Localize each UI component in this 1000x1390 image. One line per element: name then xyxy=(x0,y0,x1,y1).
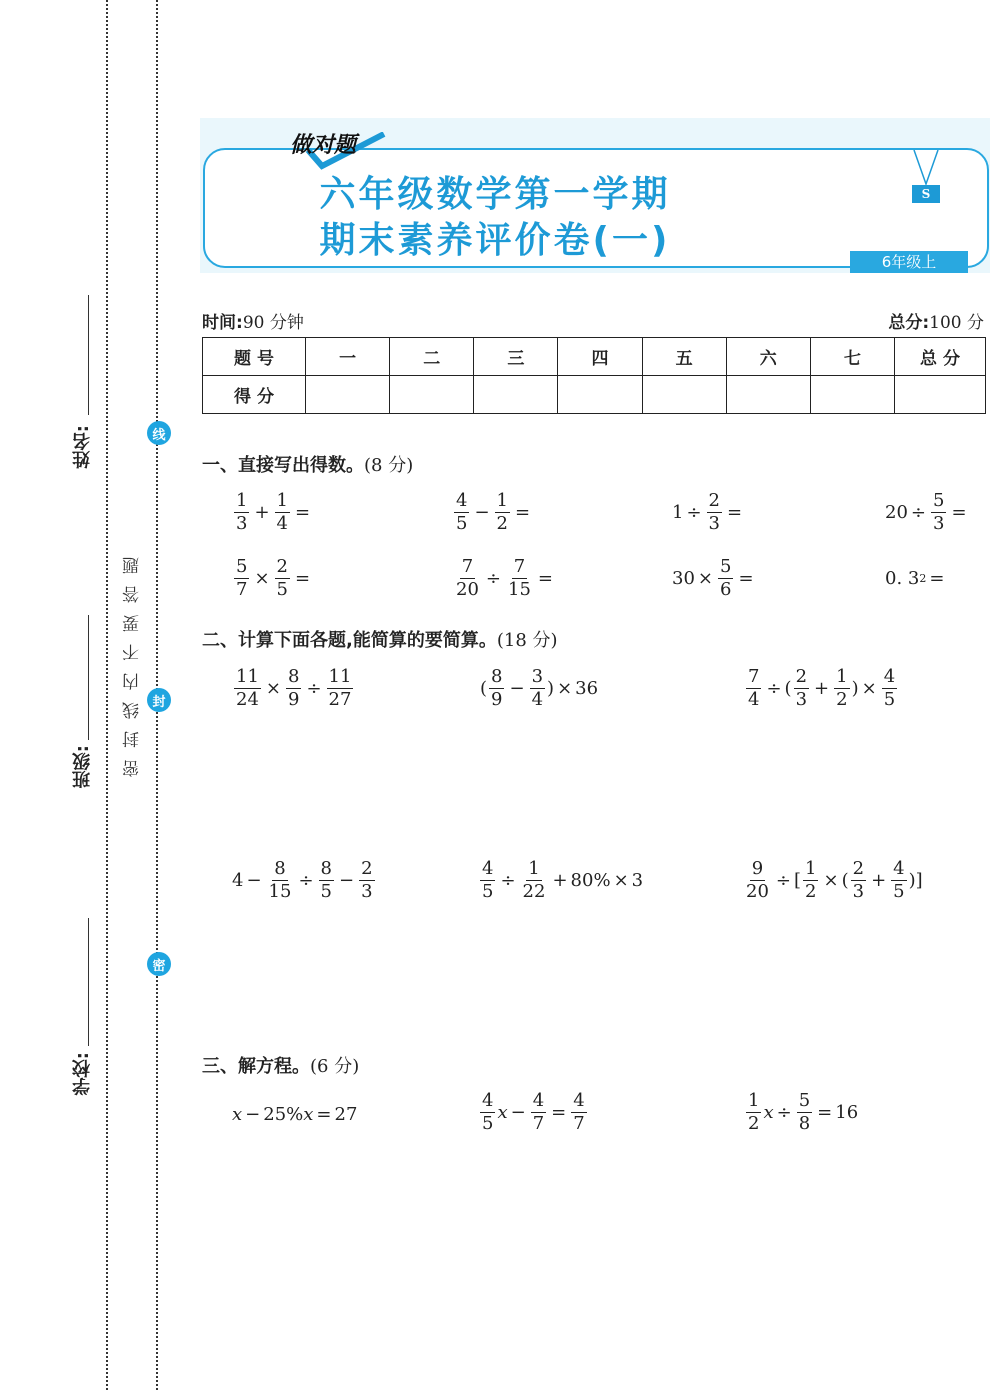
problem-2-3: $\frac{7}{4}$ ÷ ( $\frac{2}{3}$ + $\frac{1}{2}$ ) × $\frac{4}{5}$ xyxy=(748,666,896,710)
grade-tag: 6年级上 xyxy=(850,251,968,273)
score-row-label: 得 分 xyxy=(203,376,306,414)
s-badge: S xyxy=(912,185,940,203)
problem-2-6: $\frac{9}{20}$ ÷ [ $\frac{1}{2}$ × ( $\frac{2}{3}$ + $\frac{4}{5}$ ) ] xyxy=(746,858,923,902)
fraction: $\frac{8}{9}$ xyxy=(491,666,503,710)
total-value: 100 分 xyxy=(929,313,984,333)
problem-1-4: 20 ÷ $\frac{5}{3}$ = xyxy=(885,490,967,534)
problem-1-6: $\frac{7}{20}$ ÷ $\frac{7}{15}$ = xyxy=(456,556,553,600)
school-label: 学校: xyxy=(72,1052,93,1096)
circle-line-mark: 线 xyxy=(147,421,171,445)
fraction: $\frac{3}{4}$ xyxy=(531,666,544,710)
fraction: $\frac{2}{3}$ xyxy=(361,858,373,902)
fraction: $\frac{5}{6}$ xyxy=(720,556,732,600)
section-2-heading: 二、计算下面各题,能简算的要简算。 xyxy=(202,630,497,651)
problem-1-2: $\frac{4}{5}$ − $\frac{1}{2}$ = xyxy=(456,490,531,534)
section-1-heading: 一、直接写出得数。 xyxy=(202,455,364,476)
problem-2-4: 4 − $\frac{8}{15}$ ÷ $\frac{8}{5}$ − $\frac{2}{3}$ xyxy=(232,858,373,902)
problem-2-5: $\frac{4}{5}$ ÷ $\frac{1}{22}$ + 80% × 3 xyxy=(482,858,644,902)
equation-3-3: $\frac{1}{2}$ x ÷ $\frac{5}{8}$ = 16 xyxy=(748,1090,859,1134)
problem-1-8: 0. 3 2 = xyxy=(885,568,945,589)
total-label: 总分: xyxy=(888,313,930,333)
score-cell[interactable] xyxy=(895,376,986,414)
class-label: 班级: xyxy=(72,745,93,789)
header-cell: 四 xyxy=(558,338,642,376)
header-cell: 总 分 xyxy=(895,338,986,376)
fraction: $\frac{4}{5}$ xyxy=(456,490,468,534)
problem-2-1: $\frac{11}{24}$ × $\frac{8}{9}$ ÷ $\frac{11}{27}$ xyxy=(236,666,352,710)
fraction: $\frac{2}{5}$ xyxy=(276,556,288,600)
section-1-title xyxy=(202,451,413,477)
fraction: $\frac{8}{15}$ xyxy=(268,858,292,902)
header-cell: 五 xyxy=(642,338,726,376)
fraction: $\frac{4}{5}$ xyxy=(893,858,905,902)
fraction: $\frac{1}{2}$ xyxy=(836,666,848,710)
section-1-points: (8 分) xyxy=(364,455,414,476)
score-cell[interactable] xyxy=(810,376,894,414)
score-cell[interactable] xyxy=(558,376,642,414)
name-label: 姓名: xyxy=(72,425,93,469)
problem-2-2: ( $\frac{8}{9}$ − $\frac{3}{4}$ ) × 36 xyxy=(480,666,599,710)
header-cell: 七 xyxy=(810,338,894,376)
score-cell[interactable] xyxy=(726,376,810,414)
header-cell: 二 xyxy=(390,338,474,376)
fraction: $\frac{1}{4}$ xyxy=(276,490,288,534)
score-cell[interactable] xyxy=(474,376,558,414)
question-number-row xyxy=(203,338,986,376)
fraction: $\frac{4}{5}$ xyxy=(482,1090,494,1134)
fraction: $\frac{4}{5}$ xyxy=(883,666,896,710)
fraction: $\frac{1}{2}$ xyxy=(748,1090,760,1134)
fraction: $\frac{5}{8}$ xyxy=(798,1090,811,1134)
fraction: $\frac{1}{2}$ xyxy=(496,490,508,534)
fraction: $\frac{9}{20}$ xyxy=(746,858,769,902)
score-cell[interactable] xyxy=(390,376,474,414)
fraction: $\frac{8}{5}$ xyxy=(320,858,332,902)
equation-3-1: x − 25% x = 27 xyxy=(232,1104,358,1125)
school-blank[interactable] xyxy=(88,918,89,1046)
time-value: 90 分钟 xyxy=(242,313,304,333)
fraction: $\frac{1}{2}$ xyxy=(805,858,817,902)
total-info xyxy=(888,308,984,333)
problem-1-1: $\frac{1}{3}$ + $\frac{1}{4}$ = xyxy=(236,490,311,534)
brand-logo: 做对题 xyxy=(290,133,357,158)
header-cell: 六 xyxy=(726,338,810,376)
time-info xyxy=(202,308,304,333)
circle-seal-mark: 封 xyxy=(147,688,171,712)
circle-secret-mark: 密 xyxy=(147,952,171,976)
fraction: $\frac{11}{24}$ xyxy=(236,666,259,710)
fraction: $\frac{1}{3}$ xyxy=(236,490,248,534)
exam-title-line2: 期末素养评价卷(一) xyxy=(319,220,671,261)
fraction: $\frac{7}{4}$ xyxy=(748,666,760,710)
score-row xyxy=(203,376,986,414)
section-2-points: (18 分) xyxy=(496,630,558,651)
section-2-title xyxy=(202,626,558,652)
score-cell[interactable] xyxy=(306,376,390,414)
fraction: $\frac{7}{20}$ xyxy=(456,556,479,600)
header-cell: 题 号 xyxy=(203,338,306,376)
problem-1-3: 1 ÷ $\frac{2}{3}$ = xyxy=(672,490,743,534)
fraction: $\frac{2}{3}$ xyxy=(852,858,865,902)
time-label: 时间: xyxy=(202,313,243,333)
exam-title-line1: 六年级数学第一学期 xyxy=(319,174,671,215)
section-3-title xyxy=(202,1052,359,1078)
problem-1-7: 30 × $\frac{5}{6}$ = xyxy=(672,556,754,600)
header-cell: 一 xyxy=(306,338,390,376)
fraction: $\frac{11}{27}$ xyxy=(328,666,352,710)
score-cell[interactable] xyxy=(642,376,726,414)
fraction: $\frac{8}{9}$ xyxy=(288,666,300,710)
header-cell: 三 xyxy=(474,338,558,376)
score-table xyxy=(202,337,986,414)
fraction: $\frac{5}{7}$ xyxy=(236,556,248,600)
fraction: $\frac{2}{3}$ xyxy=(795,666,808,710)
fraction: $\frac{1}{22}$ xyxy=(522,858,546,902)
fraction: $\frac{4}{7}$ xyxy=(573,1090,585,1134)
fraction: $\frac{2}{3}$ xyxy=(708,490,720,534)
equation-3-2: $\frac{4}{5}$ x − $\frac{4}{7}$ = $\frac{4}{7}$ xyxy=(482,1090,585,1134)
fraction: $\frac{4}{5}$ xyxy=(482,858,494,902)
class-blank[interactable] xyxy=(88,615,89,740)
problem-1-5: $\frac{5}{7}$ × $\frac{2}{5}$ = xyxy=(236,556,311,600)
fraction: $\frac{5}{3}$ xyxy=(933,490,945,534)
fraction: $\frac{7}{15}$ xyxy=(508,556,531,600)
section-3-points: (6 分) xyxy=(310,1056,360,1077)
section-3-heading: 三、解方程。 xyxy=(202,1056,310,1077)
name-blank[interactable] xyxy=(88,295,89,415)
tag-string-icon xyxy=(910,150,942,186)
fraction: $\frac{4}{7}$ xyxy=(532,1090,545,1134)
binding-warning: 密封线内不要答题 xyxy=(123,545,143,777)
